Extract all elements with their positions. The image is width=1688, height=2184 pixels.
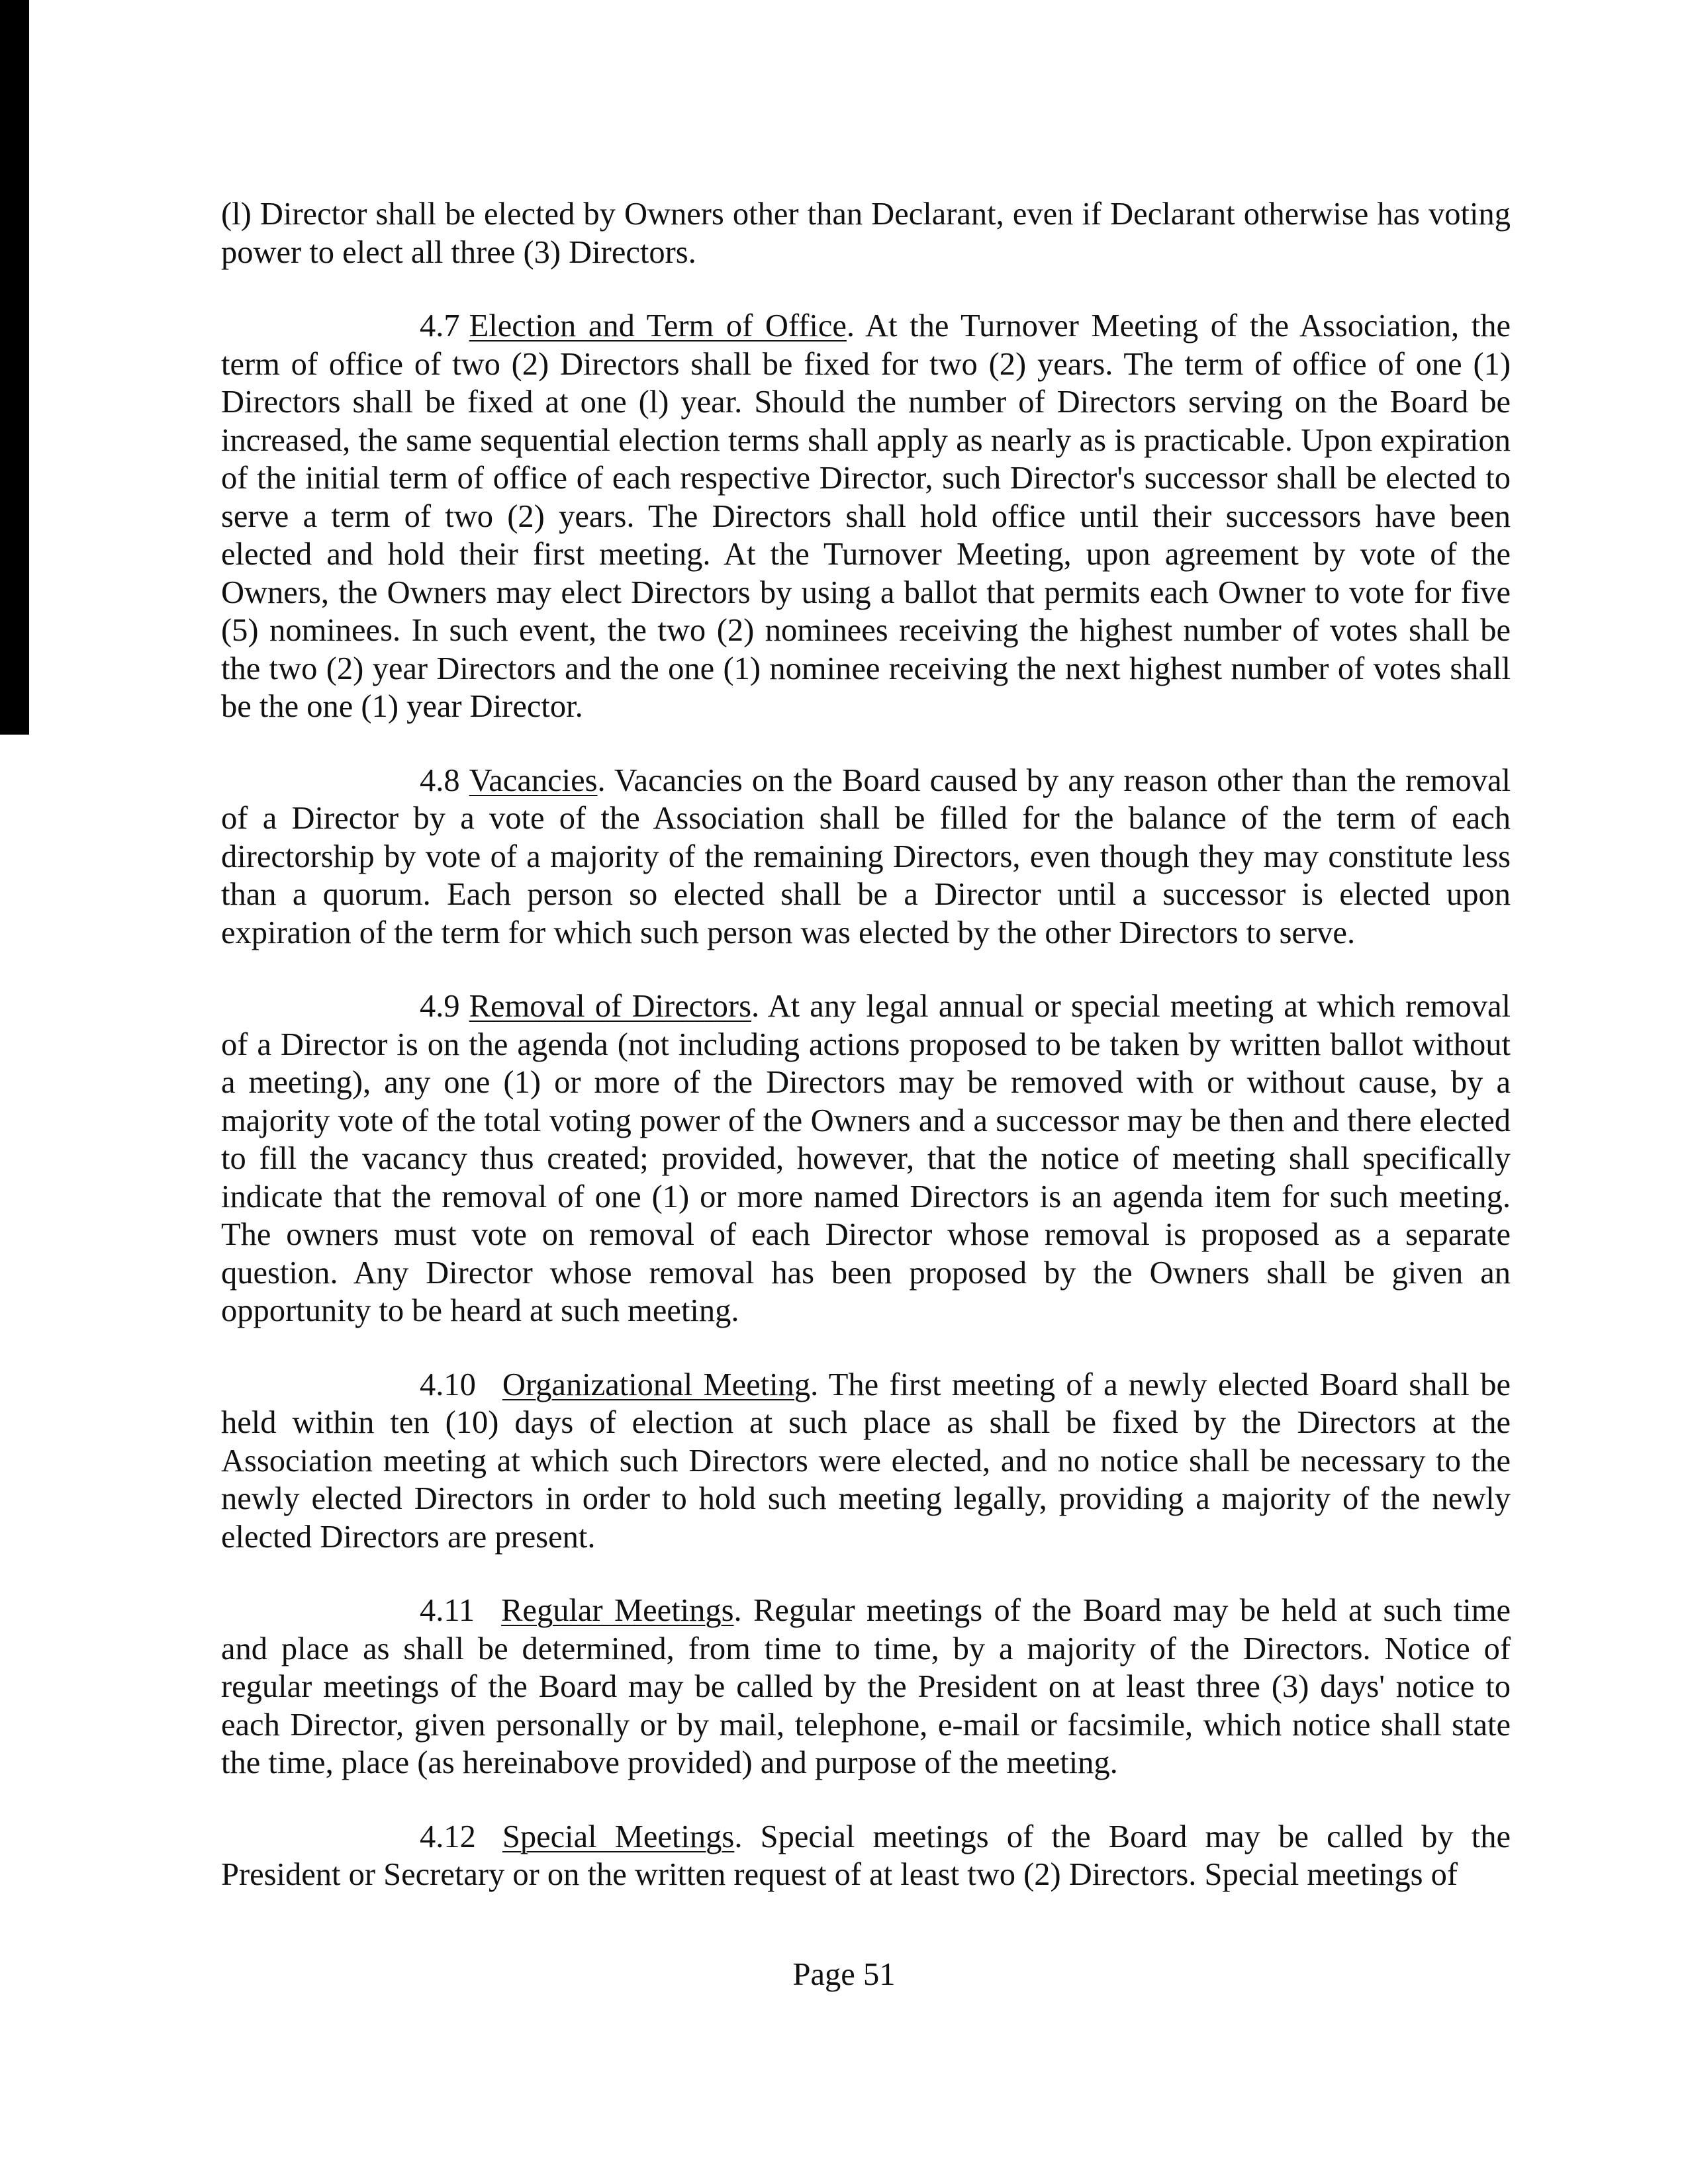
section-text: . Vacancies on the Board caused by any reason other than the removal of a Director by a vote of the Association shall be filled for the balance of the term of each directorship by vote of a majority of the remaining Directors, even though they may constitute less than a quorum. Each person so elected shall be a Director until a successor is elected upon expiration of the term for which such person was elected by the other Directors to serve. [221,762,1511,950]
section-number: 4.11 [420,1593,475,1628]
section-heading: Vacancies [469,762,598,798]
section-number: 4.12 [420,1819,476,1854]
section-heading: Regular Meetings [501,1593,734,1628]
section-number: 4.10 [420,1367,476,1402]
section-heading: Special Meetings [502,1819,735,1854]
section-number: 4.8 [420,762,460,798]
page-number: Page 51 [792,1957,896,1992]
section-number: 4.7 [420,308,460,343]
section-4-11 [221,1592,1511,1782]
section-text: . The first meeting of a newly elected Board shall be held within ten (10) days of election at such place as shall be fixed by the Directors at the Association meeting at which such Directors were elected, and no notice shall be necessary to the newly elected Directors in order to hold such meeting legally, providing a majority of the newly elected Directors are present. [221,1367,1511,1555]
section-4-10 [221,1366,1511,1557]
paragraph-text: (l) Director shall be elected by Owners other than Declarant, even if Declarant otherwise has voting power to elect all three (3) Directors. [221,197,1511,270]
section-text: . Regular meetings of the Board may be held at such time and place as shall be determined, from time to time, by a majority of the Directors. Notice of regular meetings of the Board may be called by the President on at least three (3) days' notice to each Director, given personally or by mail, telephone, e-mail or facsimile, which notice shall state the time, place (as hereinabove provided) and purpose of the meeting. [221,1593,1511,1780]
section-text: . Special meetings of the Board may be called by the President or Secretary or on the written request of at least two (2) Directors. Special meetings of [221,1819,1511,1892]
section-text: . At any legal annual or special meeting at which removal of a Director is on the agenda (not including actions proposed to be taken by written ballot without a meeting), any one (1) or more of the Directors may be removed with or without cause, by a majority vote of the total voting power of the Owners and a successor may be then and there elected to fill the vacancy thus created; provided, however, that the notice of meeting shall specifically indicate that the removal of one (1) or more named Directors is an agenda item for such meeting. The owners must vote on removal of each Director whose removal is proposed as a separate question. Any Director whose removal has been proposed by the Owners shall be given an opportunity to be heard at such meeting. [221,989,1511,1328]
section-heading: Election and Term of Office [469,308,847,343]
section-4-9 [221,987,1511,1330]
section-4-12 [221,1818,1511,1894]
document-body [221,195,1511,1930]
scan-edge-shadow [0,0,29,735]
section-heading: Organizational Meeting [502,1367,811,1402]
section-text: . At the Turnover Meeting of the Association, the term of office of two (2) Directors shall be fixed for two (2) years. The term of office of one (1) Directors shall be fixed at one (l) year. Should the number of Directors serving on the Board be increased, the same sequential election terms shall apply as nearly as is practicable. Upon expiration of the initial term of office of each respective Director, such Director's successor shall be elected to serve a term of two (2) years. The Directors shall hold office until their successors have been elected and hold their first meeting. At the Turnover Meeting, upon agreement by vote of the Owners, the Owners may elect Directors by using a ballot that permits each Owner to vote for five (5) nominees. In such event, the two (2) nominees receiving the highest number of votes shall be the two (2) year Directors and the one (1) nominee receiving the next highest number of votes shall be the one (1) year Director. [221,308,1511,724]
section-number: 4.9 [420,989,460,1024]
section-4-7 [221,307,1511,726]
section-4-8 [221,762,1511,952]
paragraph-continuation [221,195,1511,271]
section-heading: Removal of Directors [469,989,751,1024]
